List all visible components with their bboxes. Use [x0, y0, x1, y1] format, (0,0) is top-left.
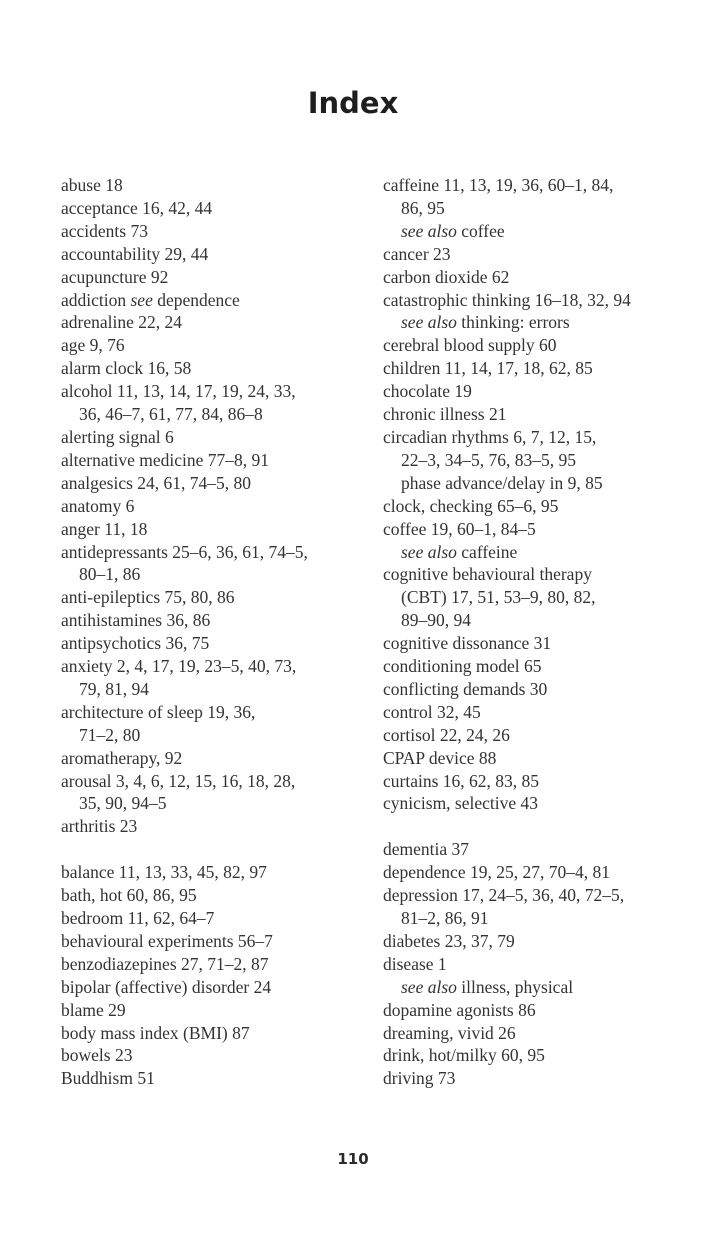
- letter-group-gap: [383, 815, 683, 838]
- index-entry-text: antihistamines 36, 86: [61, 610, 211, 631]
- index-entry-text: anger 11, 18: [61, 518, 148, 539]
- index-entry-continuation: 86, 95: [401, 197, 445, 218]
- index-entry-text: cortisol 22, 24, 26: [383, 724, 510, 745]
- index-entry: [61, 518, 361, 541]
- index-entry: [61, 357, 361, 380]
- index-entry-text: bowels 23: [61, 1045, 133, 1066]
- index-entry-text: dementia 37: [383, 839, 470, 860]
- index-entry-text: adrenaline 22, 24: [61, 312, 182, 333]
- index-entry: [383, 426, 683, 472]
- index-entry-line: [61, 243, 361, 266]
- index-entry-text: architecture of sleep 19, 36,: [61, 701, 256, 722]
- index-entry-line: [383, 976, 683, 999]
- index-entry: [61, 380, 361, 426]
- index-entry-line: [61, 449, 361, 472]
- index-subentry: [383, 976, 683, 999]
- index-entry-continuation: 89–90, 94: [401, 610, 471, 631]
- index-entry-text: dreaming, vivid 26: [383, 1022, 516, 1043]
- index-entry-text: CPAP device 88: [383, 747, 497, 768]
- index-entry-line: [383, 999, 683, 1022]
- index-entry-text: coffee 19, 60–1, 84–5: [383, 518, 536, 539]
- index-entry-text: acceptance 16, 42, 44: [61, 197, 213, 218]
- index-subentry: [383, 472, 683, 495]
- cross-reference-label: see also: [401, 312, 457, 333]
- index-entry-text: cognitive dissonance 31: [383, 633, 552, 654]
- index-entry-text: abuse 18: [61, 175, 123, 195]
- index-entry: [61, 472, 361, 495]
- index-entry: [383, 334, 683, 357]
- index-entry: [61, 174, 361, 197]
- index-entry: [383, 861, 683, 884]
- index-entry-text: bath, hot 60, 86, 95: [61, 885, 197, 906]
- index-entry: [61, 495, 361, 518]
- index-entry-line: [61, 518, 361, 541]
- index-entry: [383, 632, 683, 655]
- index-entry: [61, 701, 361, 747]
- index-entry: [383, 1067, 683, 1090]
- cross-reference-target: illness, physical: [456, 976, 574, 997]
- cross-reference-target: thinking: errors: [456, 312, 570, 333]
- index-column-left: [61, 174, 361, 1090]
- index-entry-text: conflicting demands 30: [383, 678, 548, 699]
- index-entry-line: [383, 655, 683, 678]
- index-column-right: [383, 174, 683, 1090]
- index-entry-text: acupuncture 92: [61, 266, 169, 287]
- index-entry: [383, 380, 683, 403]
- index-entry-line: [383, 518, 683, 541]
- index-subentry: [383, 220, 683, 243]
- index-entry-line: [383, 930, 683, 953]
- index-entry: [383, 357, 683, 380]
- index-entry-line: [383, 174, 683, 197]
- index-entry: [383, 1044, 683, 1067]
- index-entry-continuation: 79, 81, 94: [79, 678, 149, 699]
- index-entry: [383, 495, 683, 518]
- index-entry-text: depression 17, 24–5, 36, 40, 72–5,: [383, 885, 625, 906]
- index-entry-text: drink, hot/milky 60, 95: [383, 1045, 545, 1066]
- index-entry-text: conditioning model 65: [383, 656, 542, 677]
- index-entry: [61, 449, 361, 472]
- index-entry-text: children 11, 14, 17, 18, 62, 85: [383, 358, 593, 379]
- index-entry-text: dopamine agonists 86: [383, 999, 536, 1020]
- index-entry-line: [61, 999, 361, 1022]
- index-entry: [61, 1067, 361, 1090]
- index-entry-line: [383, 541, 683, 564]
- cross-reference-target: dependence: [152, 289, 240, 310]
- index-entry-text: caffeine 11, 13, 19, 36, 60–1, 84,: [383, 175, 614, 195]
- index-entry-line: [61, 609, 361, 632]
- index-entry-text: analgesics 24, 61, 74–5, 80: [61, 472, 252, 493]
- index-entry-text: age 9, 76: [61, 335, 125, 356]
- index-entry-line: [383, 289, 683, 312]
- index-entry-text: cerebral blood supply 60: [383, 335, 557, 356]
- index-entry-text: curtains 16, 62, 83, 85: [383, 770, 540, 791]
- index-entry-text: alerting signal 6: [61, 426, 174, 447]
- index-entry-text: carbon dioxide 62: [383, 266, 510, 287]
- index-entry-line: [383, 563, 683, 586]
- index-entry-text: balance 11, 13, 33, 45, 82, 97: [61, 862, 267, 883]
- index-entry-text: benzodiazepines 27, 71–2, 87: [61, 953, 269, 974]
- index-entry-line: [383, 311, 683, 334]
- index-entry-line: [383, 861, 683, 884]
- index-entry: [383, 999, 683, 1022]
- index-entry-line: [383, 701, 683, 724]
- index-entry-line: [383, 953, 683, 976]
- index-entry-line: [383, 357, 683, 380]
- index-entry: [61, 243, 361, 266]
- index-entry: [383, 701, 683, 724]
- index-entry-line: [61, 541, 361, 564]
- index-entry-text: driving 73: [383, 1068, 456, 1089]
- index-entry-line: [61, 815, 361, 838]
- index-entry-text: anatomy 6: [61, 495, 135, 516]
- index-entry-text: alarm clock 16, 58: [61, 358, 192, 379]
- index-entry-continuation: (CBT) 17, 51, 53–9, 80, 82,: [401, 587, 596, 608]
- index-entry: [383, 770, 683, 793]
- index-entry-line: [61, 953, 361, 976]
- index-entry: [61, 884, 361, 907]
- index-entry-line: [383, 495, 683, 518]
- index-entry-line: [61, 1044, 361, 1067]
- index-entry: [61, 541, 361, 587]
- index-entry-line: [61, 311, 361, 334]
- index-entry-line: [61, 747, 361, 770]
- index-entry-line: [383, 632, 683, 655]
- index-entry-line: [383, 792, 683, 815]
- index-entry: [61, 586, 361, 609]
- letter-group-gap: [61, 838, 361, 861]
- index-entry: [61, 197, 361, 220]
- index-entry-continuation: 36, 46–7, 61, 77, 84, 86–8: [79, 404, 263, 425]
- index-entry-text: bipolar (affective) disorder 24: [61, 976, 272, 997]
- index-entry: [383, 289, 683, 312]
- index-entry: [383, 838, 683, 861]
- index-entry-text: anxiety 2, 4, 17, 19, 23–5, 40, 73,: [61, 656, 297, 677]
- cross-reference-target: coffee: [456, 220, 505, 241]
- index-entry-text: Buddhism 51: [61, 1068, 155, 1089]
- index-entry-text: cancer 23: [383, 243, 451, 264]
- index-entry-text: arousal 3, 4, 6, 12, 15, 16, 18, 28,: [61, 770, 296, 791]
- index-entry-line: [383, 380, 683, 403]
- page-number: 110: [337, 1150, 369, 1168]
- index-entry-text: anti-epileptics 75, 80, 86: [61, 587, 235, 608]
- index-entry: [383, 243, 683, 266]
- index-entry: [61, 999, 361, 1022]
- index-entry-text: alcohol 11, 13, 14, 17, 19, 24, 33,: [61, 381, 296, 402]
- index-entry-line: [383, 426, 683, 449]
- index-entry-text: bedroom 11, 62, 64–7: [61, 907, 215, 928]
- index-entry-text: chronic illness 21: [383, 404, 507, 425]
- index-entry: [383, 792, 683, 815]
- index-entry-text: control 32, 45: [383, 701, 481, 722]
- index-entry: [383, 1022, 683, 1045]
- index-entry-line: [61, 1067, 361, 1090]
- index-entry-text: antidepressants 25–6, 36, 61, 74–5,: [61, 541, 308, 562]
- index-entry-line: [383, 1067, 683, 1090]
- index-entry: [383, 655, 683, 678]
- index-entry: [383, 747, 683, 770]
- index-entry-text: chocolate 19: [383, 381, 472, 402]
- index-entry: [61, 930, 361, 953]
- index-entry-line: [61, 289, 361, 312]
- index-entry: [61, 609, 361, 632]
- index-entry-line: [383, 243, 683, 266]
- index-entry-text: arthritis 23: [61, 816, 138, 837]
- page-title: Index: [307, 86, 399, 120]
- cross-reference-label: see also: [401, 976, 457, 997]
- index-entry-continuation: 22–3, 34–5, 76, 83–5, 95: [401, 449, 576, 470]
- index-entry: [61, 426, 361, 449]
- index-entry-line: [61, 197, 361, 220]
- index-entry: [61, 861, 361, 884]
- index-entry-line: [383, 678, 683, 701]
- index-entry-line: [383, 403, 683, 426]
- index-entry-line: [383, 884, 683, 907]
- index-entry-line: [61, 472, 361, 495]
- index-entry-line: [61, 380, 361, 403]
- index-entry-line: [61, 770, 361, 793]
- index-entry: [61, 976, 361, 999]
- index-entry-line: [61, 861, 361, 884]
- cross-reference-label: see also: [401, 541, 457, 562]
- index-entry-text: diabetes 23, 37, 79: [383, 930, 515, 951]
- index-entry-line: [61, 976, 361, 999]
- index-entry-text: accountability 29, 44: [61, 243, 209, 264]
- index-entry: [61, 266, 361, 289]
- index-entry-line: [61, 174, 361, 197]
- index-entry-text: disease 1: [383, 953, 447, 974]
- index-entry-text: phase advance/delay in 9, 85: [401, 472, 603, 493]
- index-entry: [61, 655, 361, 701]
- index-entry: [383, 563, 683, 632]
- index-entry-line: [383, 1044, 683, 1067]
- index-entry-line: [61, 655, 361, 678]
- index-entry-line: [61, 1022, 361, 1045]
- index-entry-line: [61, 930, 361, 953]
- index-entry-text: cognitive behavioural therapy: [383, 564, 592, 585]
- index-entry-line: [383, 724, 683, 747]
- cross-reference-target: caffeine: [456, 541, 518, 562]
- index-entry-line: [61, 632, 361, 655]
- index-entry: [61, 289, 361, 312]
- index-entry: [61, 220, 361, 243]
- index-entry-text: dependence 19, 25, 27, 70–4, 81: [383, 862, 610, 883]
- index-entry-text: cynicism, selective 43: [383, 793, 539, 814]
- index-entry: [61, 815, 361, 838]
- index-subentry: [383, 541, 683, 564]
- index-entry: [61, 1022, 361, 1045]
- index-entry-line: [383, 220, 683, 243]
- index-entry: [383, 403, 683, 426]
- index-entry: [61, 953, 361, 976]
- index-entry-text: behavioural experiments 56–7: [61, 930, 273, 951]
- index-entry: [61, 311, 361, 334]
- index-entry: [61, 907, 361, 930]
- index-entry-line: [61, 220, 361, 243]
- cross-reference-label: see: [130, 289, 153, 310]
- index-entry: [61, 770, 361, 816]
- index-entry-line: [383, 1022, 683, 1045]
- index-entry-line: [383, 334, 683, 357]
- index-entry-text: catastrophic thinking 16–18, 32, 94: [383, 289, 631, 310]
- index-entry: [383, 266, 683, 289]
- index-entry-text: blame 29: [61, 999, 126, 1020]
- index-entry-continuation: 71–2, 80: [79, 724, 141, 745]
- index-entry-line: [383, 472, 683, 495]
- index-entry-continuation: 80–1, 86: [79, 564, 141, 585]
- index-entry: [383, 884, 683, 930]
- index-entry-line: [383, 838, 683, 861]
- index-subentry: [383, 311, 683, 334]
- index-entry-line: [61, 907, 361, 930]
- index-entry-line: [383, 747, 683, 770]
- index-entry-line: [61, 495, 361, 518]
- index-entry-text: accidents 73: [61, 220, 148, 241]
- index-entry: [383, 953, 683, 976]
- index-entry: [383, 724, 683, 747]
- index-entry: [383, 930, 683, 953]
- index-entry-line: [61, 334, 361, 357]
- index-entry-line: [383, 266, 683, 289]
- index-entry: [61, 747, 361, 770]
- index-entry-continuation: 35, 90, 94–5: [79, 793, 167, 814]
- index-entry-line: [61, 426, 361, 449]
- index-entry-line: [61, 701, 361, 724]
- index-entry: [61, 334, 361, 357]
- index-entry-text: body mass index (BMI) 87: [61, 1022, 250, 1043]
- index-entry-line: [61, 266, 361, 289]
- cross-reference-label: see also: [401, 220, 457, 241]
- index-entry-text: antipsychotics 36, 75: [61, 633, 210, 654]
- index-entry-continuation: 81–2, 86, 91: [401, 907, 489, 928]
- index-entry-text: addiction: [61, 289, 131, 310]
- index-entry-line: [383, 770, 683, 793]
- index-entry-line: [61, 357, 361, 380]
- index-entry-line: [61, 884, 361, 907]
- index-entry-text: clock, checking 65–6, 95: [383, 495, 559, 516]
- index-entry: [383, 174, 683, 220]
- index-entry-text: circadian rhythms 6, 7, 12, 15,: [383, 426, 597, 447]
- index-entry: [383, 678, 683, 701]
- index-entry-text: alternative medicine 77–8, 91: [61, 449, 269, 470]
- index-entry: [61, 1044, 361, 1067]
- index-entry: [383, 518, 683, 541]
- index-entry: [61, 632, 361, 655]
- index-entry-text: aromatherapy, 92: [61, 747, 183, 768]
- index-entry-line: [61, 586, 361, 609]
